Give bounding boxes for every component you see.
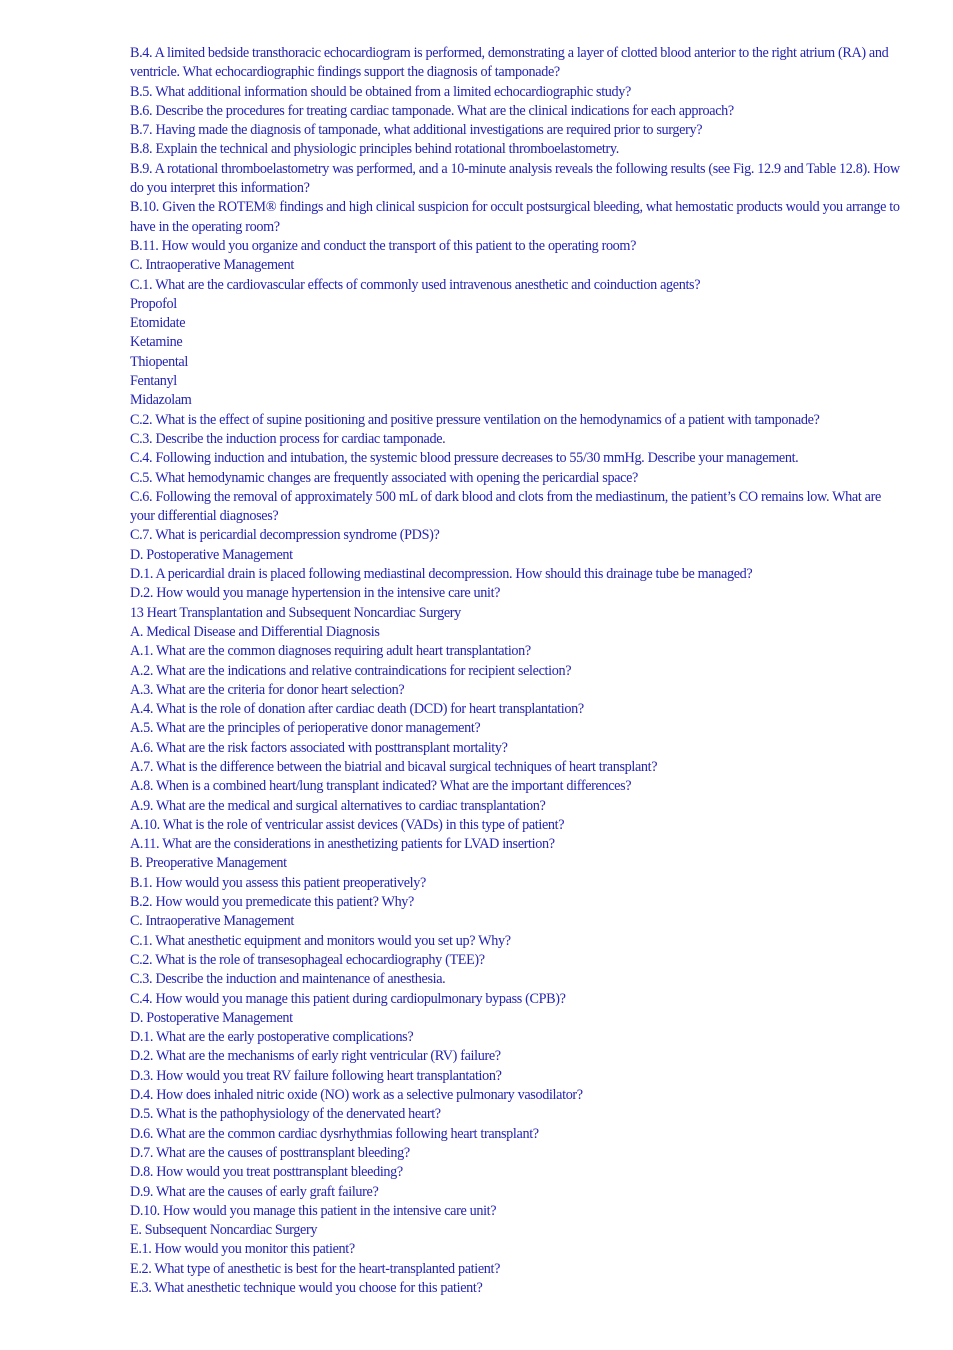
question-b5-link[interactable]: B.5. What additional information should be obtained from a limited echocardiographic study? — [130, 83, 631, 100]
question-a1-link[interactable]: A.1. What are the common diagnoses requiring adult heart transplantation? — [130, 643, 531, 660]
question-a7-link[interactable]: A.7. What is the difference between the biatrial and bicaval surgical techniques of heart transplant? — [130, 758, 658, 775]
question-b2-link[interactable]: B.2. How would you premedicate this patient? Why? — [130, 894, 415, 911]
question-a10-link[interactable]: A.10. What is the role of ventricular assist devices (VADs) in this type of patient? — [130, 816, 565, 833]
section-c-heading-link-2[interactable]: C. Intraoperative Management — [130, 913, 294, 930]
agent-fentanyl-link[interactable]: Fentanyl — [130, 373, 177, 390]
question-c3-link[interactable]: C.3. Describe the induction process for cardiac tamponade. — [130, 430, 446, 447]
question-b6-link[interactable]: B.6. Describe the procedures for treating cardiac tamponade. What are the clinical indications for each approach? — [130, 102, 734, 119]
question-a6-link[interactable]: A.6. What are the risk factors associated with posttransplant mortality? — [130, 739, 508, 756]
question-e2-link[interactable]: E.2. What type of anesthetic is best for the heart-transplanted patient? — [130, 1260, 501, 1277]
agent-thiopental-link[interactable]: Thiopental — [130, 353, 188, 370]
question-d6-link[interactable]: D.6. What are the common cardiac dysrhythmias following heart transplant? — [130, 1125, 539, 1142]
section-d-heading-link[interactable]: D. Postoperative Management — [130, 546, 293, 563]
question-c4-link-2[interactable]: C.4. How would you manage this patient during cardiopulmonary bypass (CPB)? — [130, 990, 566, 1007]
document-page — [130, 44, 900, 1298]
question-d3-link[interactable]: D.3. How would you treat RV failure following heart transplantation? — [130, 1067, 502, 1084]
question-a5-link[interactable]: A.5. What are the principles of perioperative donor management? — [130, 720, 481, 737]
question-c1-link[interactable]: C.1. What are the cardiovascular effects of commonly used intravenous anesthetic and coinduction agents? — [130, 276, 701, 293]
question-d5-link[interactable]: D.5. What is the pathophysiology of the denervated heart? — [130, 1106, 441, 1123]
question-b10-link[interactable]: B.10. Given the ROTEM® findings and high clinical suspicion for occult postsurgical bleeding, what hemostatic products would you arrange to have in the operating room? — [130, 199, 900, 235]
agent-midazolam-link[interactable]: Midazolam — [130, 392, 192, 409]
question-c7-link[interactable]: C.7. What is pericardial decompression syndrome (PDS)? — [130, 527, 440, 544]
question-d7-link[interactable]: D.7. What are the causes of posttransplant bleeding? — [130, 1144, 410, 1161]
question-a4-link[interactable]: A.4. What is the role of donation after cardiac death (DCD) for heart transplantation? — [130, 701, 584, 718]
question-c1-link-2[interactable]: C.1. What anesthetic equipment and monitors would you set up? Why? — [130, 932, 511, 949]
question-b11-link[interactable]: B.11. How would you organize and conduct the transport of this patient to the operating room? — [130, 237, 637, 254]
question-b7-link[interactable]: B.7. Having made the diagnosis of tamponade, what additional investigations are required prior to surgery? — [130, 122, 703, 139]
question-d2-link-2[interactable]: D.2. What are the mechanisms of early right ventricular (RV) failure? — [130, 1048, 501, 1065]
question-b9-link[interactable]: B.9. A rotational thromboelastometry was performed, and a 10-minute analysis reveals the following results (see Fig. 12.9 and Table 12.8). How do you interpret this information? — [130, 160, 900, 197]
section-d-heading-link-2[interactable]: D. Postoperative Management — [130, 1009, 293, 1026]
question-d10-link[interactable]: D.10. How would you manage this patient in the intensive care unit? — [130, 1202, 497, 1219]
question-c5-link[interactable]: C.5. What hemodynamic changes are frequently associated with opening the pericardial space? — [130, 469, 638, 486]
question-c3-link-2[interactable]: C.3. Describe the induction and maintenance of anesthesia. — [130, 971, 446, 988]
question-a8-link[interactable]: A.8. When is a combined heart/lung transplant indicated? What are the important differences? — [130, 778, 632, 795]
question-b1-link[interactable]: B.1. How would you assess this patient preoperatively? — [130, 874, 426, 891]
question-d4-link[interactable]: D.4. How does inhaled nitric oxide (NO) work as a selective pulmonary vasodilator? — [130, 1087, 583, 1104]
section-e-heading-link[interactable]: E. Subsequent Noncardiac Surgery — [130, 1222, 318, 1239]
question-a2-link[interactable]: A.2. What are the indications and relative contraindications for recipient selection? — [130, 662, 572, 679]
section-b-heading-link[interactable]: B. Preoperative Management — [130, 855, 287, 872]
question-e1-link[interactable]: E.1. How would you monitor this patient? — [130, 1241, 355, 1258]
agent-ketamine-link[interactable]: Ketamine — [130, 334, 183, 351]
question-a3-link[interactable]: A.3. What are the criteria for donor heart selection? — [130, 681, 405, 698]
question-c2-link-2[interactable]: C.2. What is the role of transesophageal echocardiography (TEE)? — [130, 951, 485, 968]
agent-etomidate-link[interactable]: Etomidate — [130, 315, 186, 332]
chapter-13-heading-link[interactable]: 13 Heart Transplantation and Subsequent Noncardiac Surgery — [130, 604, 461, 621]
question-d1-link-2[interactable]: D.1. What are the early postoperative complications? — [130, 1029, 414, 1046]
agent-propofol-link[interactable]: Propofol — [130, 295, 177, 312]
question-a9-link[interactable]: A.9. What are the medical and surgical alternatives to cardiac transplantation? — [130, 797, 546, 814]
question-b4-link[interactable]: B.4. A limited bedside transthoracic echocardiogram is performed, demonstrating a layer of clotted blood anterior to the right atrium (RA) and ventricle. What echocardiographic findings support the diagnosis of tamponade? — [130, 45, 889, 81]
question-c2-link[interactable]: C.2. What is the effect of supine positioning and positive pressure ventilation on the hemodynamics of a patient with tamponade? — [130, 411, 820, 428]
section-c-heading-link[interactable]: C. Intraoperative Management — [130, 257, 294, 274]
section-a-heading-link[interactable]: A. Medical Disease and Differential Diagnosis — [130, 623, 380, 640]
question-a11-link[interactable]: A.11. What are the considerations in anesthetizing patients for LVAD insertion? — [130, 836, 555, 853]
question-b8-link[interactable]: B.8. Explain the technical and physiologic principles behind rotational thromboelastometry. — [130, 141, 619, 158]
question-c4-link[interactable]: C.4. Following induction and intubation, the systemic blood pressure decreases to 55/30 mmHg. Describe your management. — [130, 450, 799, 467]
question-d2-link[interactable]: D.2. How would you manage hypertension in the intensive care unit? — [130, 585, 501, 602]
question-e3-link[interactable]: E.3. What anesthetic technique would you choose for this patient? — [130, 1280, 483, 1296]
question-d1-link[interactable]: D.1. A pericardial drain is placed following mediastinal decompression. How should this drainage tube be managed? — [130, 566, 753, 583]
question-d9-link[interactable]: D.9. What are the causes of early graft failure? — [130, 1183, 379, 1200]
question-c6-link[interactable]: C.6. Following the removal of approximately 500 mL of dark blood and clots from the mediastinum, the patient’s CO remains low. What are your differential diagnoses? — [130, 488, 881, 525]
question-d8-link[interactable]: D.8. How would you treat posttransplant bleeding? — [130, 1164, 403, 1181]
